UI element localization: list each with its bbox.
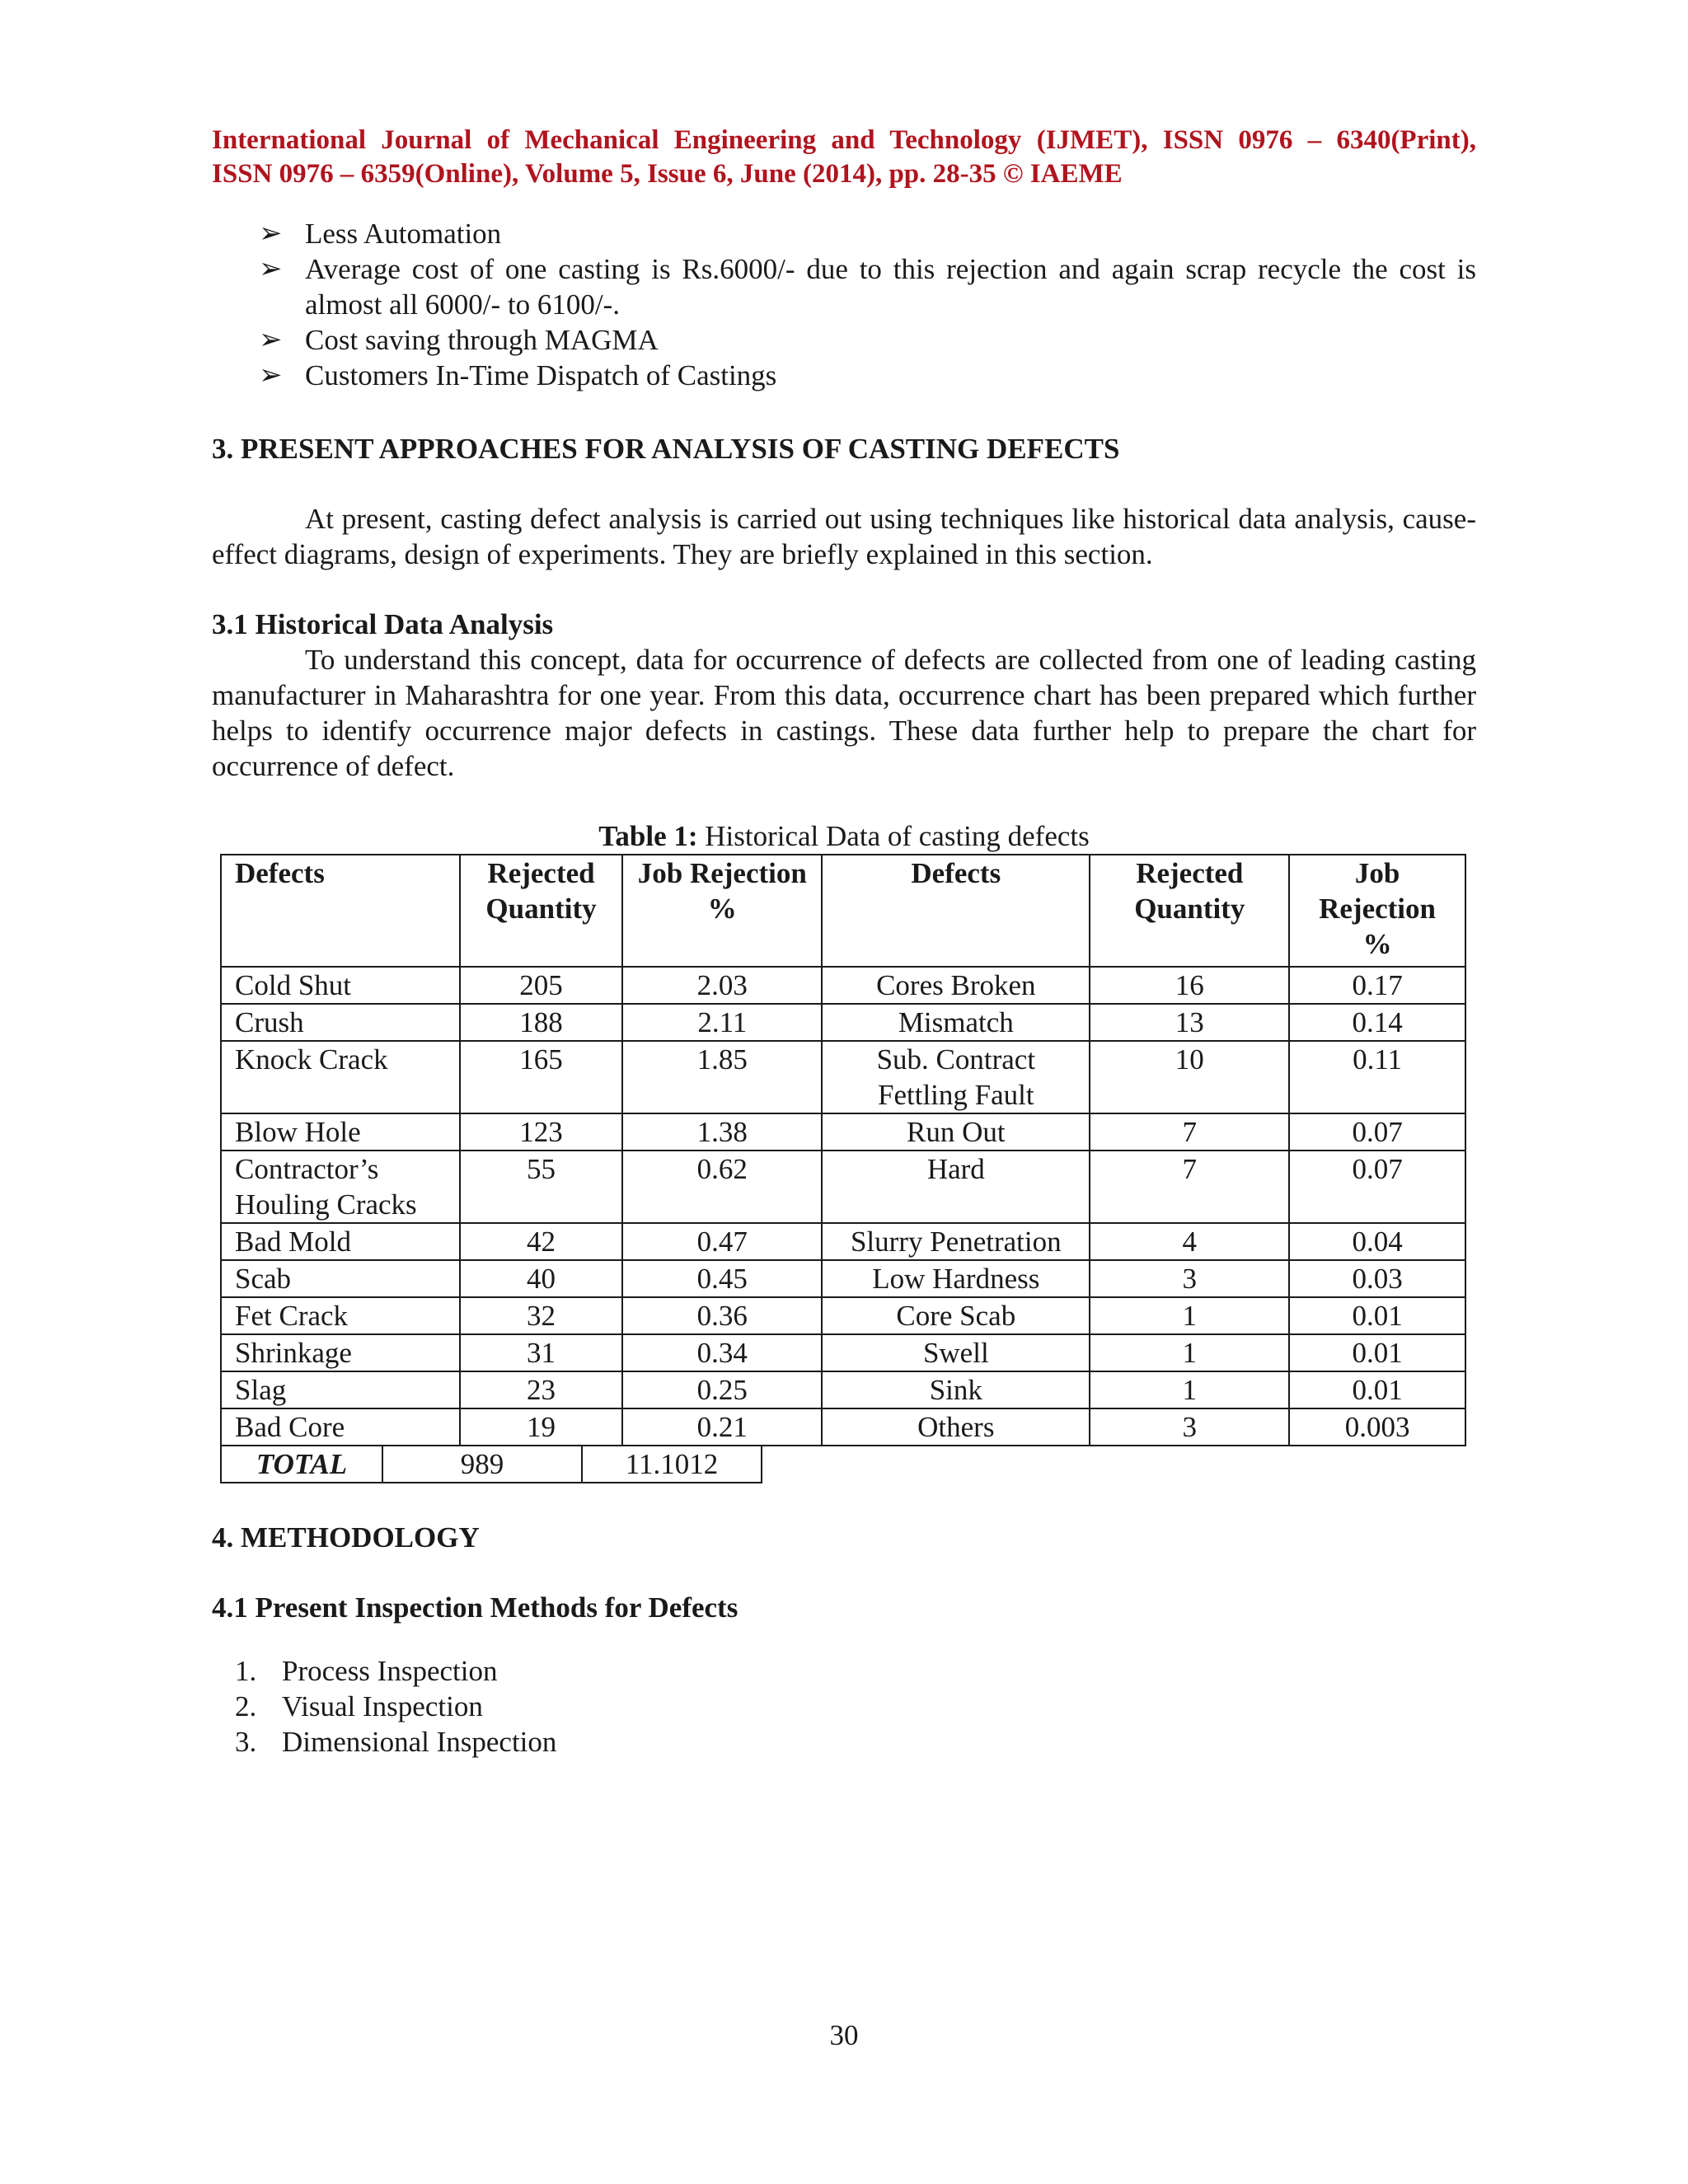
bullet-item: ➢ Less Automation [259,218,502,250]
table-cell: Mismatch [822,1004,1090,1041]
table-cell: Core Scab [822,1297,1090,1334]
table-cell: 13 [1090,1004,1289,1041]
arrow-bullet-icon: ➢ [259,218,283,249]
table-cell: Others [822,1408,1090,1446]
table-cell: Shrinkage [221,1334,460,1371]
table-cell: 188 [460,1004,623,1041]
table-cell: 2.03 [622,967,822,1004]
table-row [221,1151,1465,1223]
table-cell: Cold Shut [221,967,460,1004]
column-header: Rejected Quantity [1090,855,1289,967]
total-table [220,1445,762,1483]
table-cell: 0.04 [1289,1223,1465,1260]
table-cell: 0.47 [622,1223,822,1260]
inspection-methods-list [212,1653,1476,1760]
section-4-1-heading: 4.1 Present Inspection Methods for Defects [212,1591,738,1624]
table-cell: Bad Core [221,1408,460,1446]
column-header: Rejected Quantity [460,855,623,967]
column-header: Defects [221,855,460,967]
page-body [212,124,1476,1760]
table-row [221,1004,1465,1041]
table-cell: 0.45 [622,1260,822,1297]
table-row [221,1113,1465,1151]
list-item: 1. Process Inspection [235,1655,498,1687]
table-cell: Contractor’s Houling Cracks [221,1151,460,1223]
table-cell: 7 [1090,1113,1289,1151]
table-caption-label: Table 1: [598,820,698,852]
table-row [221,1408,1465,1446]
table-cell: Crush [221,1004,460,1041]
table-cell: 42 [460,1223,623,1260]
table-cell: 7 [1090,1151,1289,1223]
list-item: 3. Dimensional Inspection [235,1726,557,1758]
table-cell: Knock Crack [221,1041,460,1113]
table-cell: 0.01 [1289,1297,1465,1334]
arrow-bullet-icon: ➢ [259,360,283,391]
journal-header-line1: International Journal of Mechanical Engineering and Technology (IJMET), ISSN 0976 – 6340(Print), [212,125,1476,155]
column-header: Job Rejection % [622,855,822,967]
table-cell: Sub. Contract Fettling Fault [822,1041,1090,1113]
bullet-item: ➢ Cost saving through MAGMA [259,324,659,356]
table-cell: 32 [460,1297,623,1334]
bullet-item: ➢ Customers In-Time Dispatch of Castings [259,359,777,391]
table-cell: 23 [460,1371,623,1408]
total-percent: 11.1012 [582,1446,762,1483]
column-header: Job Rejection % [1289,855,1465,967]
journal-header [212,124,1476,191]
table-cell: Hard [822,1151,1090,1223]
total-row [221,1446,762,1483]
table-cell: 55 [460,1151,623,1223]
table-cell: 0.21 [622,1408,822,1446]
page-number: 30 [829,2019,859,2051]
table-cell: 0.003 [1289,1408,1465,1446]
table-cell: 1.38 [622,1113,822,1151]
journal-header-line2: ISSN 0976 – 6359(Online), Volume 5, Issue 6, June (2014), pp. 28-35 © IAEME [212,159,1123,189]
table-caption-text: Historical Data of casting defects [697,820,1090,852]
table-row [221,1371,1465,1408]
table-row [221,1223,1465,1260]
total-label: TOTAL [221,1446,382,1483]
table-row [221,967,1465,1004]
table-cell: 1 [1090,1334,1289,1371]
table-body [221,967,1465,1446]
table-cell: 123 [460,1113,623,1151]
table-cell: 4 [1090,1223,1289,1260]
table-cell: 0.01 [1289,1334,1465,1371]
table-cell: 0.34 [622,1334,822,1371]
table-cell: 0.11 [1289,1041,1465,1113]
section-3-1-paragraph: To understand this concept, data for occurrence of defects are collected from one of leading casting manufacturer in Maharashtra for one year. From this data, occurrence chart has been prepared which further helps to identify occurrence major defects in castings. These data further help to prepare the chart for occurrence of defect. [212,644,1476,782]
table-cell: Run Out [822,1113,1090,1151]
table-cell: Fet Crack [221,1297,460,1334]
table-cell: Blow Hole [221,1113,460,1151]
arrow-bullet-icon: ➢ [259,325,283,355]
table-cell: 1 [1090,1371,1289,1408]
table-cell: Swell [822,1334,1090,1371]
section-4-heading: 4. METHODOLOGY [212,1521,480,1554]
table-cell: 1 [1090,1297,1289,1334]
table-row [221,1297,1465,1334]
table-cell: 0.25 [622,1371,822,1408]
table-cell: Sink [822,1371,1090,1408]
table-cell: 0.01 [1289,1371,1465,1408]
bullet-list [212,216,1476,393]
table-row [221,1334,1465,1371]
total-quantity: 989 [382,1446,582,1483]
table-cell: 16 [1090,967,1289,1004]
table-cell: 40 [460,1260,623,1297]
column-header: Defects [822,855,1090,967]
section-3-1-heading: 3.1 Historical Data Analysis [212,608,554,640]
section-3-heading: 3. PRESENT APPROACHES FOR ANALYSIS OF CASTING DEFECTS [212,433,1120,465]
table-cell: Low Hardness [822,1260,1090,1297]
table-cell: 19 [460,1408,623,1446]
bullet-item: ➢ Average cost of one casting is Rs.6000/- due to this rejection and again scrap recycle the cost is almost all 6000/- to 6100/-. [259,253,1476,321]
arrow-bullet-icon: ➢ [259,254,283,284]
table-row [221,1260,1465,1297]
table-cell: Cores Broken [822,967,1090,1004]
table-caption [212,818,1476,854]
table-cell: 0.07 [1289,1113,1465,1151]
list-item: 2. Visual Inspection [235,1690,483,1722]
table-cell: 31 [460,1334,623,1371]
table-cell: 1.85 [622,1041,822,1113]
table-cell: 205 [460,967,623,1004]
section-3-paragraph: At present, casting defect analysis is carried out using techniques like historical data analysis, cause-effect diagrams, design of experiments. They are briefly explained in this section. [212,503,1476,570]
table-cell: 3 [1090,1260,1289,1297]
table-cell: 10 [1090,1041,1289,1113]
table-cell: 2.11 [622,1004,822,1041]
table-row [221,1041,1465,1113]
table-cell: Slurry Penetration [822,1223,1090,1260]
table-cell: Scab [221,1260,460,1297]
table-cell: 0.17 [1289,967,1465,1004]
table-cell: 165 [460,1041,623,1113]
table-cell: 3 [1090,1408,1289,1446]
table-cell: Bad Mold [221,1223,460,1260]
table-cell: 0.07 [1289,1151,1465,1223]
table-cell: Slag [221,1371,460,1408]
table-cell: 0.36 [622,1297,822,1334]
table-cell: 0.03 [1289,1260,1465,1297]
table-cell: 0.62 [622,1151,822,1223]
table-header-row [221,855,1465,967]
table-cell: 0.14 [1289,1004,1465,1041]
defects-table [220,854,1466,1446]
